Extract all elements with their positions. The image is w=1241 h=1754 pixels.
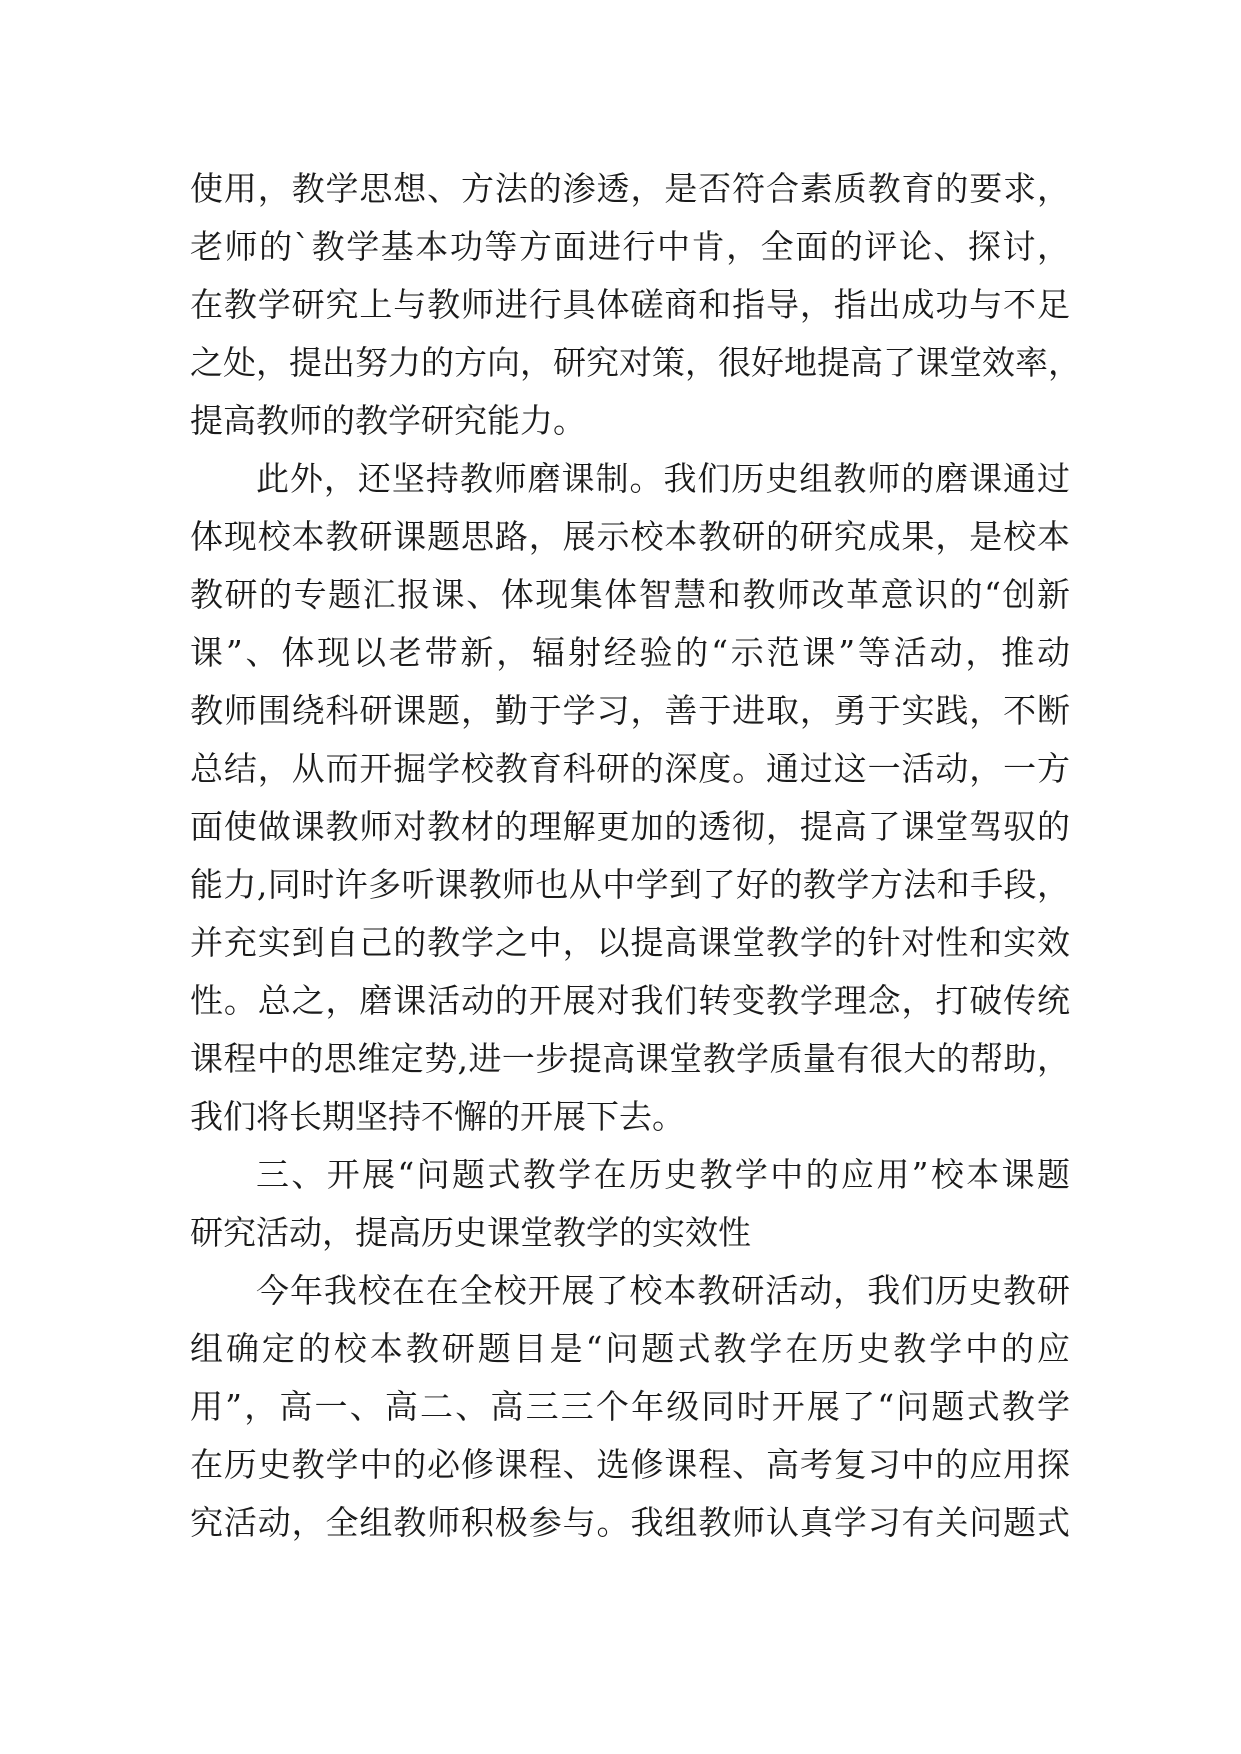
text-line: 能力,同时许多听课教师也从中学到了好的教学方法和手段， — [190, 865, 1070, 904]
text-line: 教师围绕科研课题，勤于学习，善于进取，勇于实践，不断 — [190, 691, 1070, 730]
text-line: 此外，还坚持教师磨课制。我们历史组教师的磨课通过 — [256, 459, 1070, 498]
text-line: 今年我校在在全校开展了校本教研活动，我们历史教研 — [256, 1271, 1070, 1310]
body-text — [190, 160, 1081, 1552]
text-line: 教研的专题汇报课、体现集体智慧和教师改革意识的“创新 — [190, 575, 1070, 614]
text-line: 提高教师的教学研究能力。 — [190, 401, 586, 440]
text-line: 究活动，全组教师积极参与。我组教师认真学习有关问题式 — [190, 1503, 1070, 1542]
text-line: 研究活动，提高历史课堂教学的实效性 — [190, 1213, 751, 1252]
text-line: 面使做课教师对教材的理解更加的透彻，提高了课堂驾驭的 — [190, 807, 1070, 846]
text-line: 之处，提出努力的方向，研究对策，很好地提高了课堂效率， — [190, 343, 1081, 382]
text-line: 课程中的思维定势,进一步提高课堂教学质量有很大的帮助， — [190, 1039, 1070, 1078]
text-line: 在教学研究上与教师进行具体磋商和指导，指出成功与不足 — [190, 285, 1070, 324]
text-line: 组确定的校本教研题目是“问题式教学在历史教学中的应 — [190, 1329, 1070, 1368]
text-line: 课”、体现以老带新，辐射经验的“示范课”等活动，推动 — [190, 633, 1070, 672]
text-line: 三、开展“问题式教学在历史教学中的应用”校本课题 — [256, 1155, 1070, 1194]
text-line: 并充实到自己的教学之中，以提高课堂教学的针对性和实效 — [190, 923, 1070, 962]
text-line: 总结，从而开掘学校教育科研的深度。通过这一活动，一方 — [190, 749, 1070, 788]
text-line: 老师的`教学基本功等方面进行中肯，全面的评论、探讨， — [190, 227, 1070, 266]
text-line: 用”，高一、高二、高三三个年级同时开展了“问题式教学 — [190, 1387, 1070, 1426]
text-line: 使用，教学思想、方法的渗透，是否符合素质教育的要求， — [190, 169, 1070, 208]
text-line: 我们将长期坚持不懈的开展下去。 — [190, 1097, 685, 1136]
text-line: 在历史教学中的必修课程、选修课程、高考复习中的应用探 — [190, 1445, 1070, 1484]
text-line: 性。总之，磨课活动的开展对我们转变教学理念，打破传统 — [190, 981, 1070, 1020]
text-line: 体现校本教研课题思路，展示校本教研的研究成果，是校本 — [190, 517, 1070, 556]
